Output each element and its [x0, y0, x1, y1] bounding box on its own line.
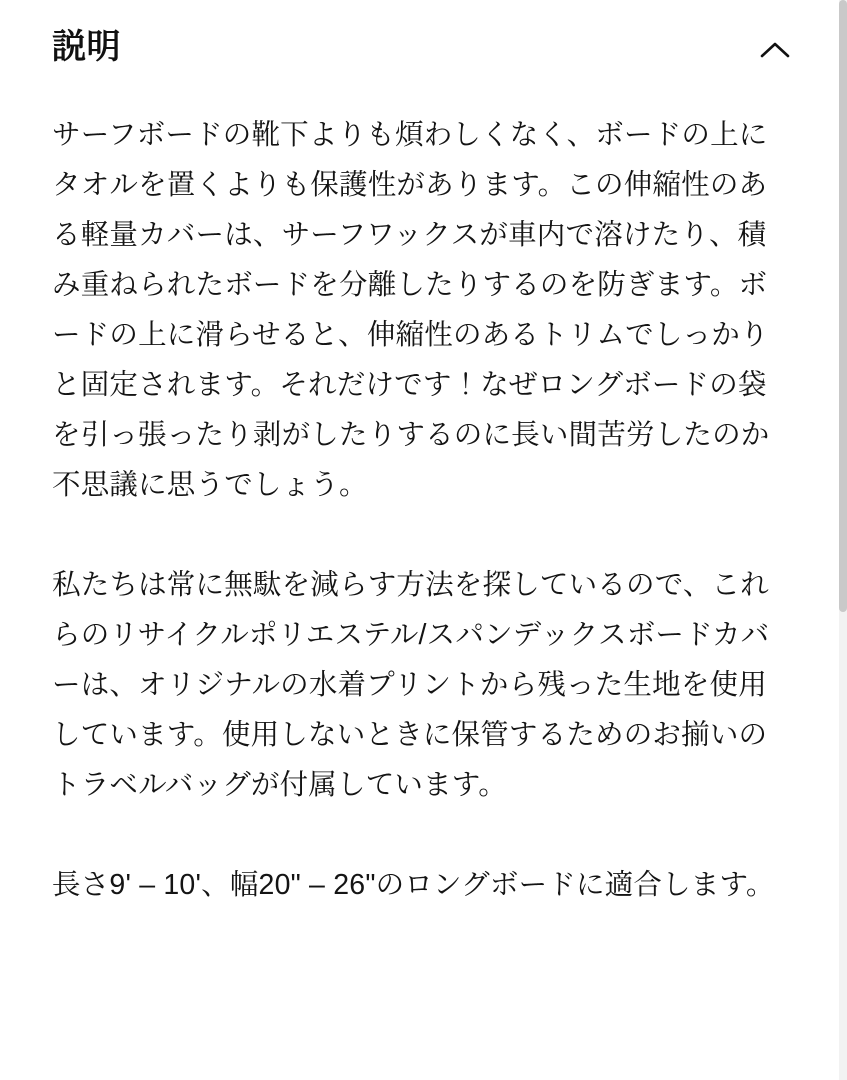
chevron-up-icon[interactable] [755, 30, 795, 70]
description-paragraph: 長さ9' – 10'、幅20" – 26"のロングボードに適合します。 [52, 869, 775, 901]
description-body [52, 110, 795, 910]
chevron-up-glyph [760, 41, 790, 59]
description-paragraph: サーフボードの靴下よりも煩わしくなく、ボードの上にタオルを置くよりも保護性があります。この伸縮性のある軽量カバーは、サーフワックスが車内で溶けたり、積み重ねられたボードを分離したりするのを防ぎます。ボードの上に滑らせると、伸縮性のあるトリムでしっかりと固定されます。それだけです！なぜロングボードの袋を引っ張ったり剥がしたりするのに長い間苦労したのか不思議に思うでしょう。 [52, 119, 770, 501]
page-title: 説明 [52, 28, 121, 66]
description-paragraph: 私たちは常に無駄を減らす方法を探しているので、これらのリサイクルポリエステル/スパンデックスボードカバーは、オリジナルの水着プリントから残った生地を使用しています。使用しないときに保管するためのお揃いのトラベルバッグが付属しています。 [52, 569, 770, 801]
description-section-header[interactable] [52, 0, 795, 84]
scrollbar[interactable] [839, 0, 847, 1080]
scrollbar-thumb[interactable] [839, 0, 847, 612]
